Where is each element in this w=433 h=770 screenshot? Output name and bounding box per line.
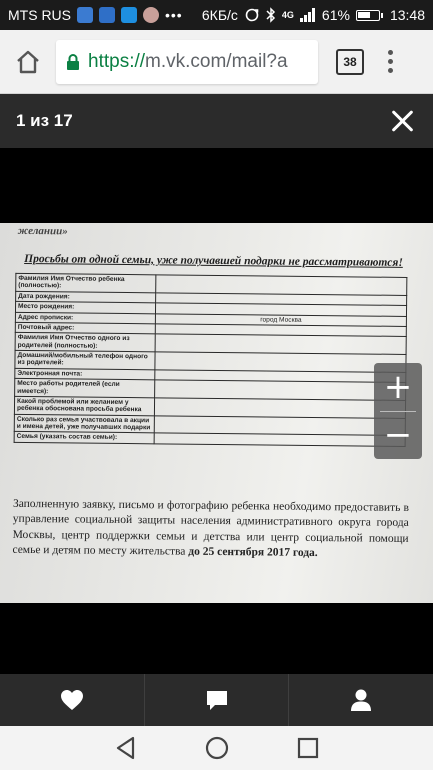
photo-action-bar (0, 674, 433, 726)
sync-icon (244, 7, 260, 23)
application-form-table (14, 273, 408, 447)
bluetooth-icon (266, 7, 276, 23)
more-dots: ••• (165, 7, 183, 23)
form-field-value: город Москва (155, 313, 406, 326)
document-cut-text: желании» (17, 224, 68, 238)
carrier-name: MTS RUS (8, 7, 71, 23)
photo-counter: 1 из 17 (16, 111, 73, 130)
comment-icon (205, 689, 229, 711)
zoom-controls (374, 363, 422, 459)
url-text: m.vk.com/mail?a (145, 50, 288, 72)
form-field-label: Семья (указать состав семьи): (14, 432, 154, 444)
clock: 13:48 (389, 7, 425, 23)
like-button[interactable] (0, 674, 145, 726)
document-heading: Просьбы от одной семьи, уже получавшей подарки не рассматриваются! (24, 252, 403, 269)
form-field-label: Адрес прописки: (15, 312, 155, 324)
document-sheet (8, 225, 432, 589)
avatar-notification (143, 7, 159, 23)
zoom-out-button[interactable]: − (383, 415, 413, 456)
form-field-label: Сколько раз семья участвовала в акции и имена детей, уже получавших подарки (14, 414, 154, 433)
signal-icon (300, 8, 316, 22)
system-navigation-bar (0, 726, 433, 770)
map-app-icon (99, 7, 115, 23)
document-body-text: Заполненную заявку, письмо и фотографию ребенка необходимо предоставить в управление социальной защиты населения административного округа города Москвы, центр поддержки семьи и детства или центр социальной помощи семье и детям по месту жительства (12, 497, 410, 558)
menu-icon[interactable] (380, 50, 400, 73)
form-field-label: Место работы родителей (если имеется): (15, 378, 155, 397)
form-field-label: Фамилия Имя Отчество ребенка (полностью): (16, 273, 156, 292)
form-field-label: Дата рождения: (16, 291, 156, 303)
profile-button[interactable] (289, 674, 433, 726)
photo-area[interactable] (0, 148, 433, 674)
person-icon (350, 688, 372, 712)
form-field-label: Место рождения: (15, 301, 155, 313)
home-button[interactable] (10, 44, 46, 80)
form-field-label: Электронная почта: (15, 368, 155, 380)
home-icon (15, 49, 41, 75)
url-scheme: https:// (88, 50, 146, 72)
document-body (12, 497, 409, 562)
document-deadline: до 25 сентября 2017 года. (188, 545, 318, 559)
close-icon[interactable] (389, 107, 417, 135)
document-photo[interactable] (0, 223, 433, 603)
form-field-label: Домашний/мобильный телефон одного из родителей: (15, 350, 155, 369)
battery-icon (356, 10, 380, 21)
form-field-value (154, 433, 405, 446)
network-type: 4G (281, 10, 294, 20)
form-field-label: Почтовый адрес: (15, 322, 155, 334)
chat-app-icon (121, 7, 137, 23)
form-field-label: Фамилия Имя Отчество одного из родителей (полностью): (15, 333, 155, 352)
heart-icon (60, 689, 84, 711)
lock-icon (66, 53, 80, 71)
status-bar (0, 0, 433, 30)
network-speed: 6КБ/с (201, 7, 238, 23)
zoom-in-button[interactable]: + (383, 366, 413, 407)
form-field-label: Какой проблемой или желанием у ребенка обоснована просьба ребенка (14, 396, 154, 415)
back-icon[interactable] (112, 734, 140, 762)
url-bar[interactable] (56, 40, 318, 84)
battery-level (358, 12, 370, 18)
home-circle-icon[interactable] (203, 734, 231, 762)
vk-app-icon (77, 7, 93, 23)
photo-viewer-header (0, 94, 433, 148)
tab-switcher-button[interactable]: 38 (336, 49, 364, 75)
browser-toolbar (0, 30, 433, 94)
battery-percent: 61% (321, 7, 350, 23)
recents-icon[interactable] (294, 734, 322, 762)
comment-button[interactable] (145, 674, 290, 726)
